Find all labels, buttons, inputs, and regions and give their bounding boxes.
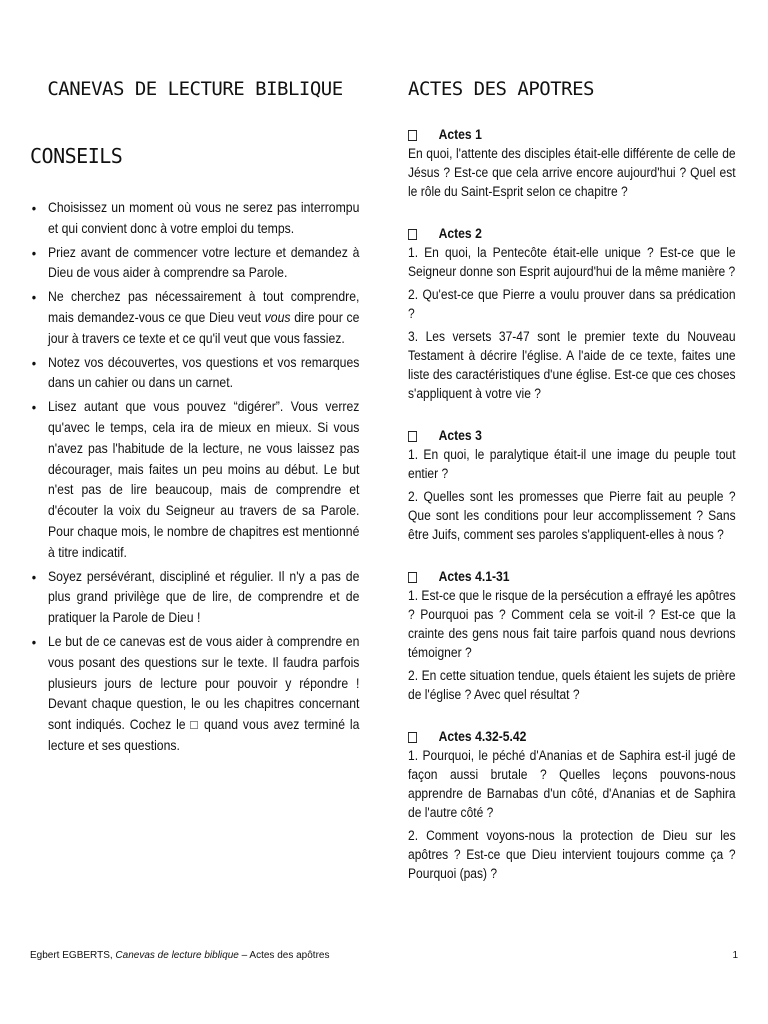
advice-item: • Soyez persévérant, discipliné et régulier. Il n'y a pas de plus grand privilège que de lire, de comprendre et de pratiquer la Parole de Dieu ! [48,567,359,629]
advice-list [30,198,360,757]
question: 3. Les versets 37-47 sont le premier texte du Nouveau Testament à décrire l'église. A l'aide de ce texte, faites une liste des caractéristiques d'une église. Est-ce que ces choses s'appliquent à votre vie ? [408,329,736,401]
question: 2. En cette situation tendue, quels étaient les sujets de prière de l'église ? Avec quel résultat ? [408,668,736,702]
right-column [408,70,736,907]
chapter-heading [408,728,703,746]
advice-item: • Lisez autant que vous pouvez “digérer”. Vous verrez qu'avec le temps, cela ira de mieux en mieux. Si vous n'avez pas l'habitude de la lecture, ne vous laissez pas décourager, mais faites un peu moins au début. Le but n'est pas de lire beaucoup, mais de comprendre et d'écouter la voix du Seigneur au travers de sa Parole. Pour chaque mois, le nombre de chapitres est mentionné à titre indicatif. [48,397,359,563]
footer [30,950,738,961]
footer-book: Canevas de lecture biblique [115,950,239,961]
left-column [30,70,360,760]
checkbox-icon[interactable] [408,732,417,743]
question: 2. Quelles sont les promesses que Pierre fait au peuple ? Que sont les conditions pour leur accomplissement ? Sans être Juifs, comment ses paroles s'appliquent-elles à nous ? [408,489,736,542]
chapter-block [408,126,736,201]
footer-sep: , [109,950,116,961]
advice-item: • Choisissez un moment où vous ne serez pas interrompu et qui convient donc à votre emploi du temps. [48,198,359,240]
checkbox-icon[interactable] [408,572,417,583]
advice-item: • Le but de ce canevas est de vous aider à comprendre en vous posant des questions sur le texte. Il faudra parfois plusieurs jours de lecture pour pouvoir y répondre ! Devant chaque question, le ou les chapitres concernant sont indiqués. Cochez le □ quand vous avez terminé la lecture et ses questions. [48,632,359,757]
chapter-ref: Actes 2 [438,226,482,241]
question: 1. Est-ce que le risque de la persécution a effrayé les apôtres ? Pourquoi pas ? Comment cela se voit-il ? Est-ce que la crainte des gens nous fait taire parfois quand nous devrions témoigner ? [408,588,736,660]
advice-item: • Priez avant de commencer votre lecture et demandez à Dieu de vous aider à comprendre sa Parole. [48,243,359,285]
chapter-block [408,728,736,883]
checkbox-icon[interactable] [408,229,417,240]
footer-author-initial: E [62,950,69,961]
chapter-block [408,427,736,544]
advice-emphasis: vous [264,309,291,325]
checkbox-icon[interactable] [408,130,417,141]
footer-citation [30,950,329,961]
chapter-ref: Actes 4.32-5.42 [438,729,527,744]
checkbox-icon[interactable] [408,431,417,442]
question: En quoi, l'attente des disciples était-elle différente de celle de Jésus ? Est-ce que cela arrive encore aujourd'hui ? Quel est le rôle du Saint-Esprit selon ce chapitre ? [408,146,736,199]
chapter-ref: Actes 4.1-31 [438,569,510,584]
advice-item [48,287,359,349]
chapter-heading [408,568,703,586]
question: 2. Comment voyons-nous la protection de Dieu sur les apôtres ? Est-ce que Dieu intervient toujours comme ça ? Pourquoi (pas) ? [408,828,736,881]
advice-text: dire pour ce jour à travers ce texte et ce qu'il veut que vous fassiez. [48,309,360,346]
chapter-heading [408,126,703,144]
chapter-block [408,568,736,704]
chapter-ref: Actes 3 [438,428,482,443]
advice-text: Ne cherchez pas nécessairement à tout comprendre, mais demandez-vous ce que Dieu veut [48,289,360,325]
chapter-heading [408,427,703,445]
question: 2. Qu'est-ce que Pierre a voulu prouver dans sa prédication ? [408,287,736,321]
page-title: CANEVAS DE LECTURE BIBLIQUE [47,78,343,100]
advice-item: • Notez vos découvertes, vos questions et vos remarques dans un cahier ou dans un carnet. [48,353,359,395]
chapter-heading [408,225,703,243]
footer-author-rest: GBERTS [68,950,110,961]
question: 1. En quoi, le paralytique était-il une image du peuple tout entier ? [408,447,736,481]
question: 1. En quoi, la Pentecôte était-elle unique ? Est-ce que le Seigneur donne son Esprit aujourd'hui de la même manière ? [408,245,736,279]
chapter-list [408,126,736,883]
question: 1. Pourquoi, le péché d'Ananias et de Saphira est-il jugé de façon aussi brutale ? Quelles leçons pouvons-nous apprendre de Barnabas d'un côté, d'Ananias et de Saphira de l'autre côté ? [408,748,736,820]
section-title-conseils: CONSEILS [30,144,123,168]
footer-rest: – Actes des apôtres [238,950,330,961]
footer-author-first: Egbert [30,950,63,961]
book-title: ACTES DES APOTRES [408,78,594,100]
page-number: 1 [732,950,738,961]
chapter-ref: Actes 1 [438,127,482,142]
chapter-block [408,225,736,403]
